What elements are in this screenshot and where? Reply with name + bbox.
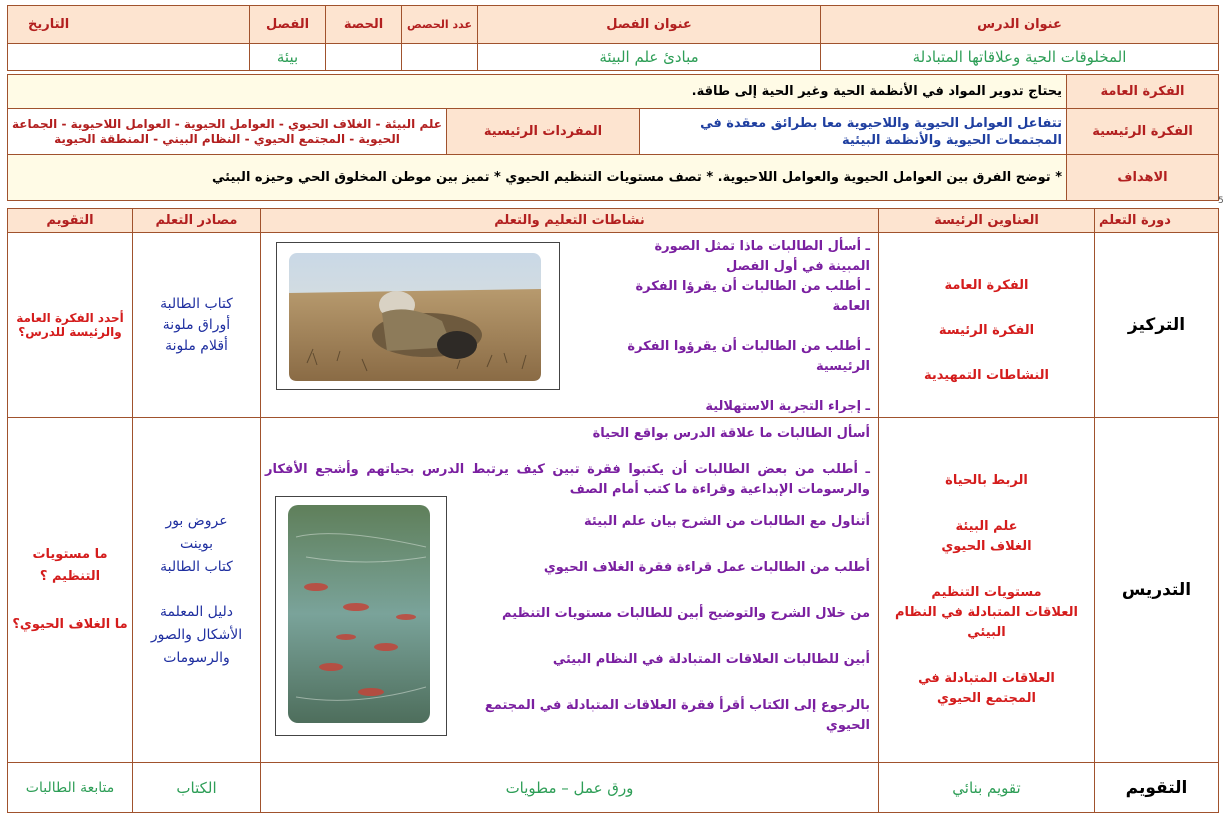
teaching-heading: علم البيئة xyxy=(955,519,1018,534)
salmon-river-photo xyxy=(275,496,447,736)
resource-item: عروض بور xyxy=(165,513,228,529)
teaching-heading: الربط بالحياة xyxy=(945,473,1028,488)
teaching-resources xyxy=(133,418,261,763)
ideas-table xyxy=(7,74,1219,201)
teaching-heading: العلاقات المتبادلة في النظام البيئي xyxy=(895,605,1078,640)
focus-activity: ـ أطلب من الطالبات أن يقرؤوا الفكرة الرئيسية xyxy=(627,339,870,374)
resource-item: دليل المعلمة xyxy=(159,604,233,620)
col-activities-header: نشاطات التعليم والتعلم xyxy=(261,209,879,233)
general-idea-text: يحتاج تدوير المواد في الأنظمة الحية وغير الحية إلى طاقة. xyxy=(8,75,1067,109)
col-evaluation-header: التقويم xyxy=(8,209,133,233)
focus-activity: ـ أطلب من الطالبات أن يقرؤا الفكرة العامة xyxy=(635,279,870,314)
periods-count-value xyxy=(402,44,478,71)
stage-teaching: التدريس xyxy=(1095,418,1219,763)
teaching-heading: العلاقات المتبادلة في المجتمع الحيوي xyxy=(918,671,1055,706)
period-label: الحصة xyxy=(326,6,402,44)
teaching-activity: أطلب من الطالبات عمل قراءة فقرة الغلاف الحيوي xyxy=(543,560,870,575)
table-marker: 5 xyxy=(1218,196,1224,206)
chapter-title-value: مبادئ علم البيئة xyxy=(478,44,821,71)
assessment-resources: الكتاب xyxy=(133,763,261,813)
general-idea-label: الفكرة العامة xyxy=(1067,75,1219,109)
teaching-heading: مستويات التنظيم xyxy=(931,585,1042,600)
lesson-title-label: عنوان الدرس xyxy=(821,6,1219,44)
focus-activity: ـ أسأل الطالبات ماذا تمثل الصورة المبينة في أول الفصل xyxy=(654,239,870,274)
assessment-activities: ورق عمل – مطويات xyxy=(261,763,879,813)
class-value: بيئة xyxy=(250,44,326,71)
teaching-evaluation xyxy=(8,418,133,763)
focus-activity: ـ إجراء التجربة الاستهلالية xyxy=(705,399,870,414)
resource-item: والرسومات xyxy=(163,650,230,666)
focus-headings xyxy=(879,233,1095,418)
main-idea-label: الفكرة الرئيسية xyxy=(1067,109,1219,155)
teaching-headings xyxy=(879,418,1095,763)
assessment-evaluation: متابعة الطالبات xyxy=(8,763,133,813)
resource-item: الأشكال والصور xyxy=(150,627,243,643)
resource-item: كتاب الطالبة xyxy=(160,559,233,575)
teaching-activity: من خلال الشرح والتوضيح أبين للطالبات مستويات التنظيم xyxy=(502,606,870,621)
resource-item: كتاب الطالبة xyxy=(160,295,233,312)
teaching-activity: بالرجوع إلى الكتاب أقرأ فقرة العلاقات المتبادلة في المجتمع الحيوي xyxy=(484,698,870,733)
resource-item: بوينت xyxy=(180,536,213,552)
teaching-activity: ـ أطلب من بعض الطالبات أن يكتبوا فقرة تبين كيف يرتبط الدرس بحياتهم وأشجع الأفكار والرسومات الإبداعية وقراءة ما كتب أمام الصف xyxy=(265,462,870,497)
resource-item: أوراق ملونة xyxy=(162,316,231,333)
evaluation-question: ما مستويات التنظيم ؟ xyxy=(32,547,108,584)
focus-heading: الفكرة الرئيسة xyxy=(938,322,1035,338)
lesson-plan-table xyxy=(7,208,1219,813)
desert-researcher-photo xyxy=(276,242,560,390)
period-value xyxy=(326,44,402,71)
vocab-label: المفردات الرئيسية xyxy=(447,109,640,155)
teaching-activity: أسأل الطالبات ما علاقة الدرس بواقع الحياة xyxy=(592,426,870,441)
stage-focus: التركيز xyxy=(1095,233,1219,418)
lesson-title-value: المخلوقات الحية وعلاقاتها المتبادلة xyxy=(821,44,1219,71)
col-cycle-header: دورة التعلم xyxy=(1095,209,1219,233)
resource-item: أقلام ملونة xyxy=(165,337,228,354)
assessment-headings: تقويم بنائي xyxy=(879,763,1095,813)
date-value xyxy=(8,44,250,71)
focus-heading: الفكرة العامة xyxy=(944,277,1029,293)
main-idea-text: تتفاعل العوامل الحيوية واللاحيوية معا بطرائق معقدة في المجتمعات الحيوية والأنظمة البيئية xyxy=(640,109,1067,155)
desert-scene-image xyxy=(277,243,559,389)
focus-evaluation: أحدد الفكرة العامة والرئيسة للدرس؟ xyxy=(8,233,133,418)
teaching-heading: الغلاف الحيوي xyxy=(941,539,1032,554)
periods-count-label: عدد الحصص xyxy=(402,6,478,44)
vocab-text: علم البيئة - الغلاف الحيوي - العوامل الحيوية - العوامل اللاحيوية - الجماعة الحيوية - المجتمع الحيوي - النظام البيني - المنطقة الحيوية xyxy=(8,109,447,155)
focus-resources xyxy=(133,233,261,418)
teaching-activity: أتناول مع الطالبات من الشرح بيان علم البيئة xyxy=(584,514,870,529)
objectives-text: * توضح الفرق بين العوامل الحيوية والعوامل اللاحيوية. * تصف مستويات التنظيم الحيوي * تميز بين موطن المخلوق الحي وحيزه البيئي xyxy=(8,155,1067,201)
chapter-title-label: عنوان الفصل xyxy=(478,6,821,44)
class-label: الفصل xyxy=(250,6,326,44)
col-headings-header: العناوين الرئيسة xyxy=(879,209,1095,233)
objectives-label: الاهداف xyxy=(1067,155,1219,201)
date-label: التاريخ xyxy=(8,6,250,44)
focus-heading: النشاطات التمهيدية xyxy=(924,367,1049,383)
evaluation-question: ما الغلاف الحيوي؟ xyxy=(12,617,128,632)
col-resources-header: مصادر التعلم xyxy=(133,209,261,233)
lesson-header-table xyxy=(7,5,1219,71)
stage-assessment: التقويم xyxy=(1095,763,1219,813)
salmon-scene-image xyxy=(276,497,446,735)
teaching-activity: أبين للطالبات العلاقات المتبادلة في النظام البيئي xyxy=(552,652,870,667)
